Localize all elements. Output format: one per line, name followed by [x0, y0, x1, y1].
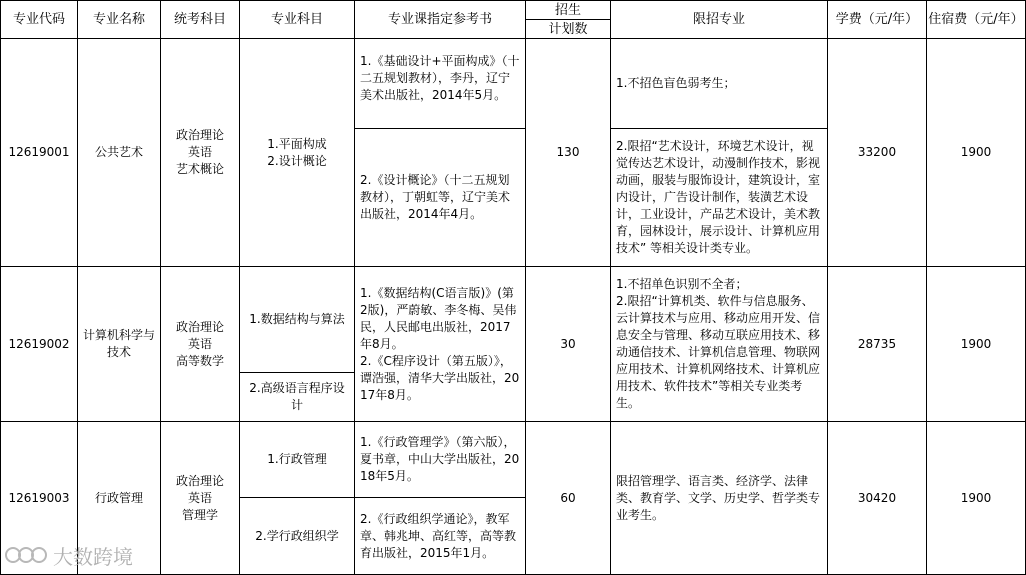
- limit-entry: [610, 266, 828, 422]
- subject-item: 1.平面构成: [267, 136, 327, 151]
- header-limit: 限招专业: [610, 0, 828, 39]
- exam-item: 政治理论: [175, 319, 224, 334]
- exam-item: 英语: [187, 490, 212, 505]
- table-row-exams: [160, 266, 240, 422]
- table-row-name: 行政管理: [77, 421, 161, 575]
- table-row-name: 公共艺术: [77, 38, 161, 267]
- book-entry: 2.《行政组织学通论》，教军章、韩兆坤、高红等，高等教育出版社，2015年1月。: [354, 497, 526, 575]
- table-row-code: 12619003: [0, 421, 78, 575]
- book-item: 2.《C程序设计（第五版）》，谭浩强，清华大学出版社，2017年8月。: [360, 353, 520, 402]
- header-tuition: 学费（元/年）: [827, 0, 927, 39]
- exam-item: 政治理论: [175, 473, 224, 488]
- table-row-dorm: 1900: [926, 266, 1026, 422]
- book-entry: 1.《行政管理学》（第六版），夏书章，中山大学出版社，2018年5月。: [354, 421, 526, 498]
- table-row-exams: [160, 38, 240, 267]
- header-books: 专业课指定参考书: [354, 0, 526, 39]
- table-row-dorm: 1900: [926, 38, 1026, 267]
- exam-item: 政治理论: [175, 128, 224, 142]
- header-subject: 专业科目: [239, 0, 355, 39]
- table-row-exams: [160, 421, 240, 575]
- header-name: 专业名称: [77, 0, 161, 39]
- exam-item: 管理学: [181, 507, 218, 522]
- header-code: 专业代码: [0, 0, 78, 39]
- watermark-text: 大数跨境: [53, 544, 133, 569]
- header-dorm: 住宿费（元/年）: [926, 0, 1026, 39]
- header-plan-top: 招生: [525, 0, 611, 20]
- exam-item: 艺术概论: [175, 162, 224, 176]
- book-entry: [354, 266, 526, 422]
- book-item: 1.《数据结构(C语言版)》(第2版)，严蔚敏、李冬梅、吴伟民，人民邮电出版社，2017年8月。: [360, 285, 517, 351]
- limit-item: 2.限招“计算机类、软件与信息服务、云计算技术与应用、移动应用开发、信息安全与管理、移动互联应用技术、移动通信技术、计算机信息管理、物联网应用技术、计算机网络技术、计算机应用技术、软件技术”等相关专业类考生。: [616, 294, 821, 410]
- header-plan-bottom: 计划数: [525, 19, 611, 39]
- table-row-plan: 130: [525, 38, 611, 267]
- table-row-plan: 30: [525, 266, 611, 422]
- subject-entry: 1.数据结构与算法: [239, 266, 355, 373]
- limit-item: 1.不招单色识别不全者；: [616, 277, 748, 291]
- table-row-name: 计算机科学与技术: [77, 266, 161, 422]
- exam-item: 英语: [187, 336, 212, 351]
- table-row-dorm: 1900: [926, 421, 1026, 575]
- table-row-tuition: 33200: [827, 38, 927, 267]
- limit-entry: 限招管理学、语言类、经济学、法律类、教育学、文学、历史学、哲学类专业考生。: [610, 421, 828, 575]
- table-row-subjects: [239, 38, 355, 267]
- subject-entry: 2.高级语言程序设计: [239, 372, 355, 422]
- exam-item: 英语: [187, 145, 212, 159]
- subject-entry: 1.行政管理: [239, 421, 355, 498]
- book-entry: 1.《基础设计+平面构成》（十二五规划教材），李丹，辽宁美术出版社，2014年5月。: [354, 38, 526, 129]
- subject-item: 2.设计概论: [267, 153, 327, 168]
- watermark-logo-icon: [4, 543, 50, 567]
- table-row-code: 12619001: [0, 38, 78, 267]
- header-exam: 统考科目: [160, 0, 240, 39]
- watermark: [4, 542, 133, 568]
- subject-entry: 2.学行政组织学: [239, 497, 355, 575]
- exam-item: 高等数学: [175, 353, 224, 368]
- table-row-tuition: 30420: [827, 421, 927, 575]
- table-row-plan: 60: [525, 421, 611, 575]
- table-row-tuition: 28735: [827, 266, 927, 422]
- limit-entry: 2.限招“艺术设计，环境艺术设计，视觉传达艺术设计，动漫制作技术，影视动画，服装与服饰设计，建筑设计，室内设计，广告设计制作，装潢艺术设计，工业设计，产品艺术设计，美术教育，园林设计，展示设计、计算机应用技术” 等相关设计类专业。: [610, 128, 828, 267]
- table-row-code: 12619002: [0, 266, 78, 422]
- limit-entry: 1.不招色盲色弱考生；: [610, 38, 828, 129]
- book-entry: 2.《设计概论》（十二五规划教材），丁朝虹等，辽宁美术出版社，2014年4月。: [354, 128, 526, 267]
